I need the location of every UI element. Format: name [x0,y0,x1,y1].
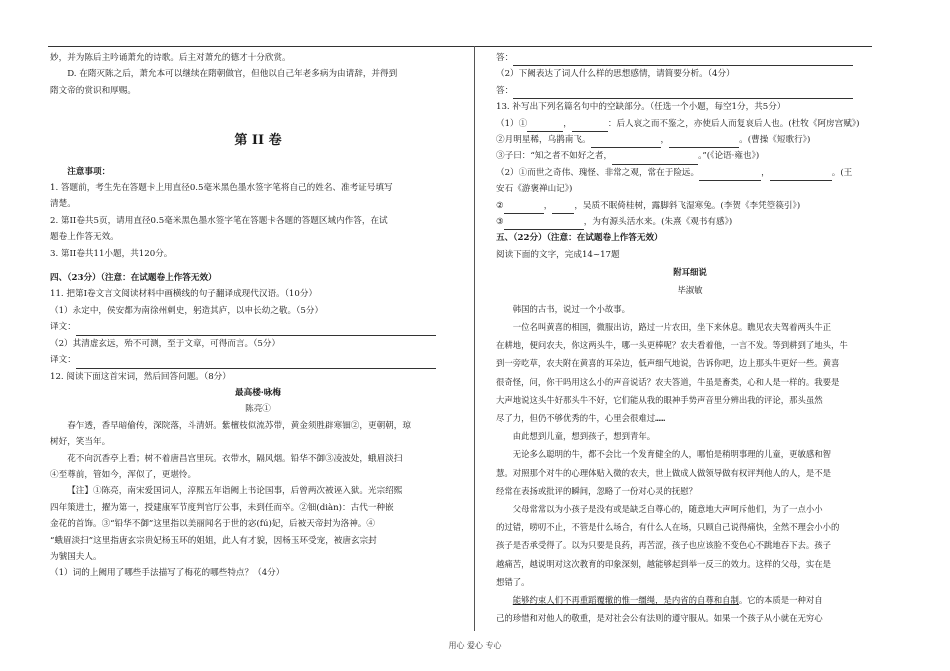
right-column [496,50,884,627]
blank-context: 。”(《论语·雍也》) [698,151,760,162]
fill-blank-13-3 [496,148,884,164]
notice-line: 2. 第II卷共5页，请用直径0.5毫米黑色墨水签字笔在答题卡各题的答题区域内作答，在试 [50,215,388,226]
fill-blank-13-1: （1）① ， ：后人哀之而不鉴之，亦使后人而复哀后人也。(杜牧《阿房宫赋》) [496,116,884,132]
question-11: 11. 把第I卷文言文阅读材料中画横线的句子翻译成现代汉语。（10分） [50,289,318,300]
answer-line-12-2 [496,83,884,99]
left-column [50,50,466,582]
poem-title: 最高楼·咏梅 [235,387,281,398]
poem-line: 春乍透，香早暗偷传，深院落，斗清妍。紫檀枝似流苏带，黄金须胜辟寒钿②，更朝朝，琼 [67,420,411,431]
essay-line: 到一旁吃草，农夫附在黄喜的耳朵边，低声细气地说，告诉你吧，边上那头牛更好一些。黄喜 [496,358,840,369]
poem-author: 陈亮① [245,404,271,415]
essay-line: 大声地说这头牛好那头牛不好，它们能从我的眼神手势声音里分辨出我的评论，那头虽然 [496,394,823,405]
essay-line: 韩国的古书，说过一个小故事。 [512,303,631,314]
essay-line: 孩子是否承受得了。以为只要是良药，再苦涩，孩子也应该脸不变色心不跳地吞下去。孩子 [496,540,831,551]
essay-line-underlined [496,591,884,609]
essay-line: 经常在表扬或批评的瞬间，忽略了一份对心灵的抚慰？ [496,485,697,496]
essay-line: 很奇怪，问，你干吗用这么小的声音说话？农夫答道，牛虽是畜类，心和人是一样的。我要是 [496,376,840,387]
answer-line-translation-2 [50,352,466,368]
question-12: 12. 阅读下面这首宋词，然后回答问题。（8分） [50,371,231,382]
notice-line: 题卷上作答无效。 [50,232,119,243]
essay-line: 无论多么聪明的牛，都不会比一个发育健全的人，哪怕是稍明事理的儿童，更敏感和智 [512,449,832,460]
essay-line: 己的珍惜和对他人的敬重，是对社会公有法则的遵守服从。如果一个孩子从小就在无穷心 [496,613,823,624]
notice-line: 3. 第II卷共11小题，共120分。 [50,248,173,259]
essay [496,263,884,627]
blank-context: ：后人哀之而不鉴之，亦使后人而复哀后人也。(杜牧《阿房宫赋》) [607,118,860,129]
question-12-part-2: （2）下阙表达了词人什么样的思想感情，请简要分析。（4分） [496,69,735,80]
note-line: 为虢国夫人。 [50,551,102,562]
answer-label: 答： [496,53,514,63]
option-d-line1: D. 在隋灭陈之后，萧允本可以继续在隋朝做官，但他以自己年老多病为由请辞，并得到 [67,69,398,80]
essay-line: 尽了力，但仍不够优秀的牛，心里会很难过…… [496,412,666,423]
fill-blank-13-5: ② ， ，吴质不眠倚桂树，露脚斜飞湿寒兔。(李贺《李凭箜篌引》) [496,198,884,214]
notice-line: 1. 答题前，考生先在答题卡上用直径0.5毫米黑色墨水签字笔将自己的姓名、准考证号填写 [50,183,393,194]
option-d-line2: 隋文帝的赏识和厚赐。 [50,85,136,96]
answer-label: 答： [496,85,514,96]
fill-blank-13-4-source: 安石《游褒禅山记》) [496,184,573,195]
blank-context: ②月明星稀，乌鹊南飞。 [496,135,591,146]
blank-context: 。(曹操《短歌行》) [739,135,811,146]
blank-context: ，为有源头活水来。(朱熹《观书有感》) [583,217,733,228]
essay-line: 由此想到儿童，想到孩子，想到青年。 [512,431,656,442]
top-rule [48,46,872,47]
reading-instruction: 阅读下面的文字，完成14~17题 [496,249,620,260]
blank-label: ③ [496,217,504,228]
option-c-continued: 妙，并为陈后主吟诵萧允的诗歌。后主对萧允的德才十分欣赏。 [50,53,291,63]
notice-title: 注意事项： [67,166,111,177]
answer-line-12-1 [496,50,884,66]
essay-title: 附耳细说 [673,267,707,278]
notice-line: 清楚。 [50,199,76,210]
blank-context: ，吴质不眠倚桂树，露脚斜飞湿寒兔。(李贺《李凭箜篌引》) [574,200,801,211]
answer-label: 译文： [50,355,76,366]
essay-line: 越痛苦，越说明对这次教育的印象深刻，越能够起到举一反三的效力。这样的父母，实在是 [496,558,831,569]
note-line: 【注】①陈亮，南宋爱国词人，淳熙五年诣阙上书论国事，后曾两次被诬入狱。光宗绍熙 [67,486,403,497]
essay-line-rest: 。它的本质是一种对自 [738,594,823,605]
page-footer: 用心 爱心 专心 [448,641,502,650]
blank-context: （2）①而世之奇伟、瑰怪、非常之观，常在于险远。 [496,167,700,178]
volume-two-heading: 第 II 卷 [234,133,282,149]
essay-line: 慧。对照那个对牛的心理体贴入微的农夫，世上做成人做领导做有权评判他人的人，是不是 [496,467,831,478]
fill-blank-13-6 [496,214,884,230]
poem-line: 花不向沉香亭上看；树不着唐昌宫里玩。衣带水，隔风烟。铅华不御③凌波处，蛾眉淡扫 [67,453,403,464]
question-11-part-1: （1）永定中，侯安都为南徐州刺史，躬造其庐，以申长幼之敬。（5分） [50,305,324,316]
essay-line: 想错了。 [496,576,530,587]
fill-blank-13-4: （2）①而世之奇伟、瑰怪、非常之观，常在于险远。 ， 。(王 [496,165,884,181]
essay-line: 在耕地，便问农夫，你这两头牛，哪一头更棒呢？农夫看着他，一言不发。等到耕到了地头，牛 [496,340,848,351]
column-divider [474,46,475,631]
essay-line: 父母常常以为小孩子是没有或是缺乏自尊心的，随意地大声呵斥他们，为了一点小小 [512,503,823,514]
answer-blank[interactable] [770,180,832,181]
fill-blank-13-2: ②月明星稀，乌鹊南飞。 ， 。(曹操《短歌行》) [496,132,884,148]
answer-line-translation-1 [50,319,466,335]
poem-line: 树好，笑当年。 [50,437,111,448]
answer-label: 译文： [50,322,76,333]
answer-blank[interactable] [699,180,761,181]
question-11-part-2: （2）其清虚玄远，殆不可测，至于文章，可得而言。（5分） [50,338,281,349]
poem-line: ④至尊前，管如今，浑似了，更堪怜。 [50,469,197,480]
note-line: 金花的首饰。③“铅华不御”这里指以美丽闻名于世的宓(fú)妃，后被天帝封为洛神。④ [50,519,375,530]
underlined-sentence: 能够约束人们不再重蹈覆辙的惟一缰绳，是内省的自尊和自制 [512,594,739,605]
essay-line: 一位名叫黄喜的相国，微服出访，路过一片农田，坐下来休息。瞧见农夫驾着两头牛正 [512,321,832,332]
blank-label: ② [496,200,504,211]
question-12-part-1: （1）词的上阙用了哪些手法描写了梅花的哪些特点？（4分） [50,568,285,579]
question-13: 13. 补写出下列名篇名句中的空缺部分。（任选一个小题，每空1分，共5分） [496,102,786,113]
blank-context: 。(王 [831,167,853,178]
note-line: “蛾眉淡扫”这里指唐玄宗贵妃杨玉环的姐姐，此人有才貌，因杨玉环受宠，被唐玄宗封 [50,535,377,546]
note-line: 四年策进士，擢为第一，授建康军节度判官厅公事，未到任而卒。②钿(diàn)：古代一种嵌 [50,502,394,513]
essay-line: 的过错，唠叨不止，不管是什么场合，有什么人在场，只顾自己说得痛快，全然不理会小小的 [496,522,840,533]
section-five-heading: 五、（22分）（注意：在试题卷上作答无效） [496,233,663,244]
section-four-heading: 四、（23分）（注意：在试题卷上作答无效） [50,273,217,284]
blank-context: ③子曰：“知之者不如好之者， [496,151,613,162]
blank-label: （1）① [496,118,528,129]
essay-author: 毕淑敏 [677,285,703,296]
